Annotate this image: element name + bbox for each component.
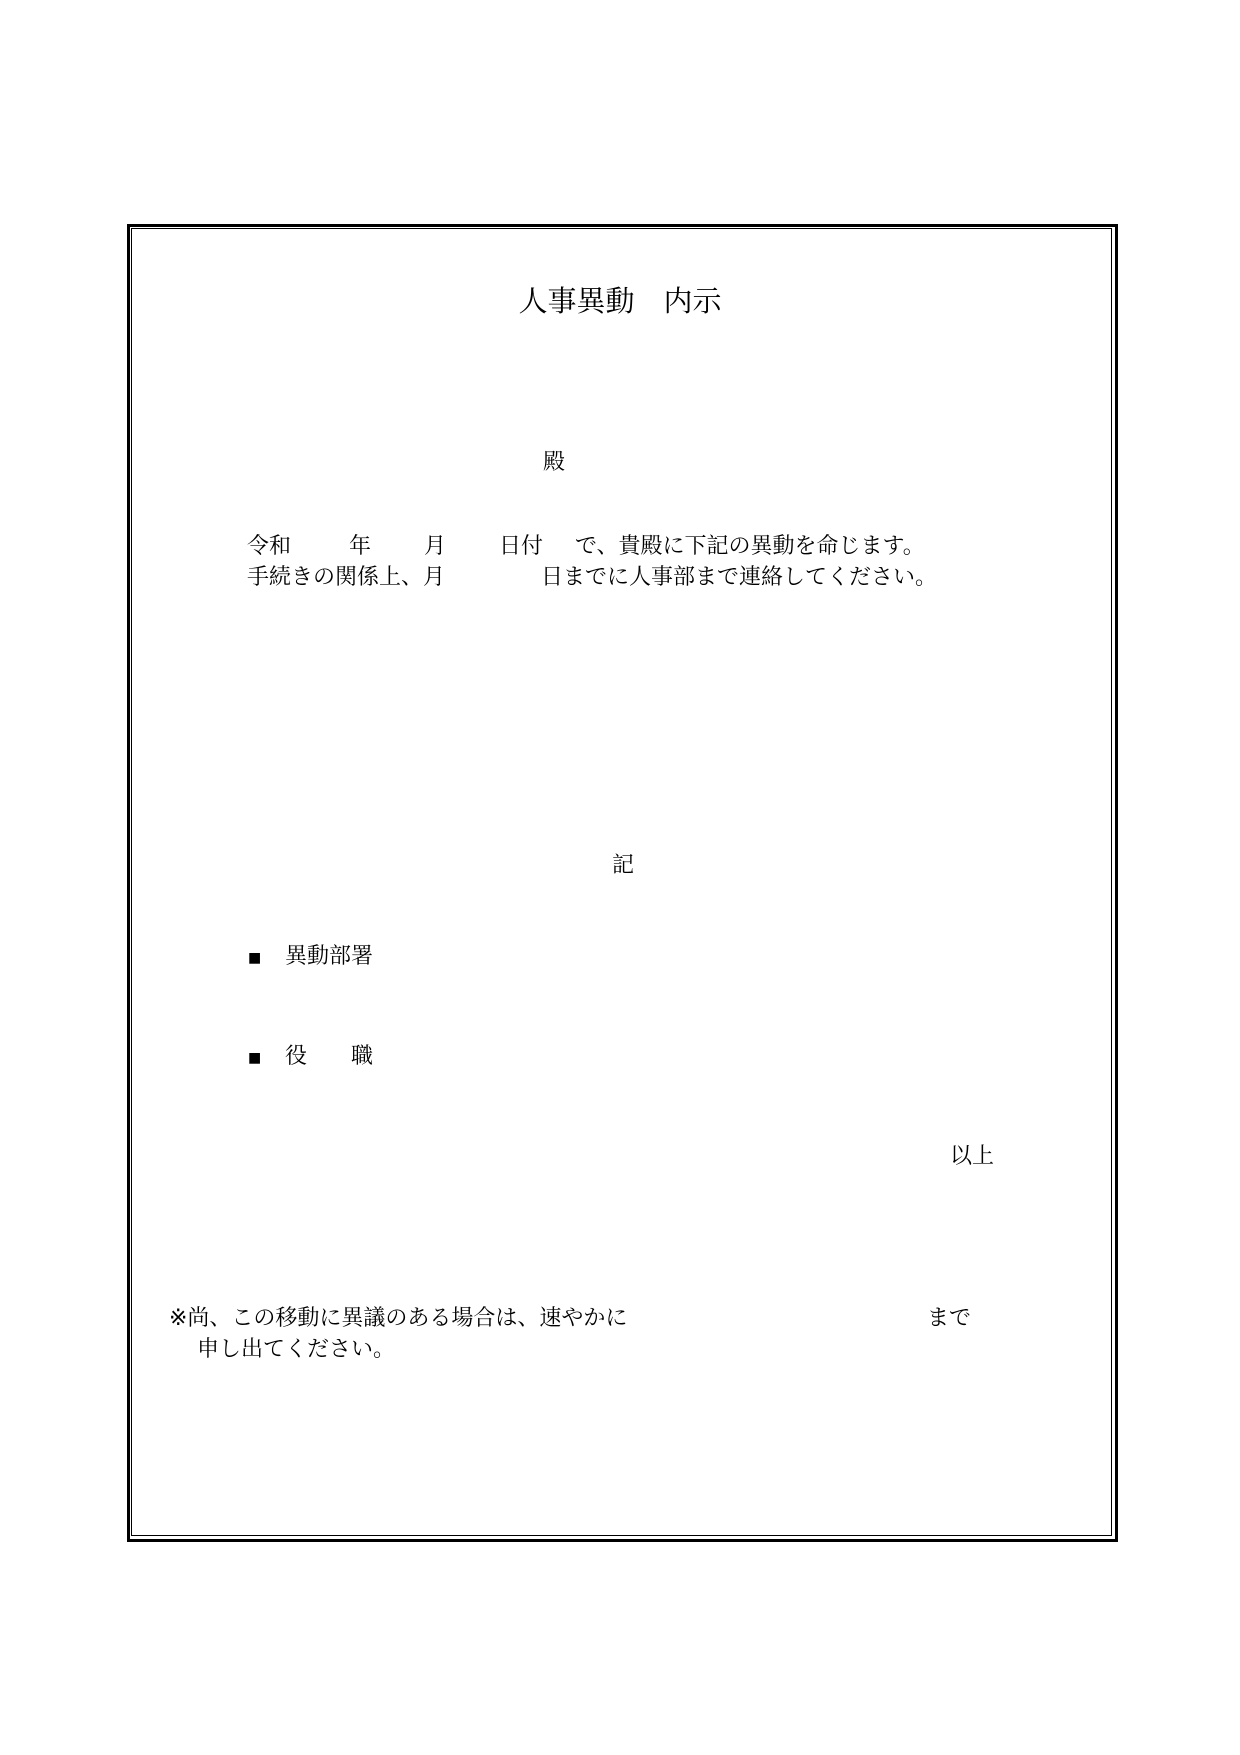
item-department-label: 異動部署 bbox=[285, 944, 374, 969]
year-label: 年 bbox=[349, 534, 372, 559]
closing-text: 以上 bbox=[950, 1144, 995, 1169]
bullet-icon: ■ bbox=[248, 950, 262, 966]
note-line2: 申し出てください。 bbox=[197, 1337, 396, 1362]
ki-heading: 記 bbox=[612, 853, 635, 878]
document-title: 人事異動 内示 bbox=[518, 284, 722, 318]
item-position-label: 役 職 bbox=[285, 1044, 374, 1069]
addressee-suffix: 殿 bbox=[543, 450, 566, 475]
body-line1-text: で、貴殿に下記の異動を命じます。 bbox=[575, 534, 925, 559]
day-label: 日付 bbox=[499, 534, 544, 559]
note-line1-end: まで bbox=[927, 1306, 972, 1331]
body-line2-text: 日までに人事部まで連絡してください。 bbox=[541, 565, 938, 590]
era-label: 令和 bbox=[247, 534, 292, 559]
note-line1: ※尚、この移動に異議のある場合は、速やかに bbox=[169, 1306, 628, 1331]
bullet-icon: ■ bbox=[248, 1050, 262, 1066]
month-label: 月 bbox=[424, 534, 447, 559]
body-line2-prefix: 手続きの関係上、月 bbox=[247, 565, 446, 590]
